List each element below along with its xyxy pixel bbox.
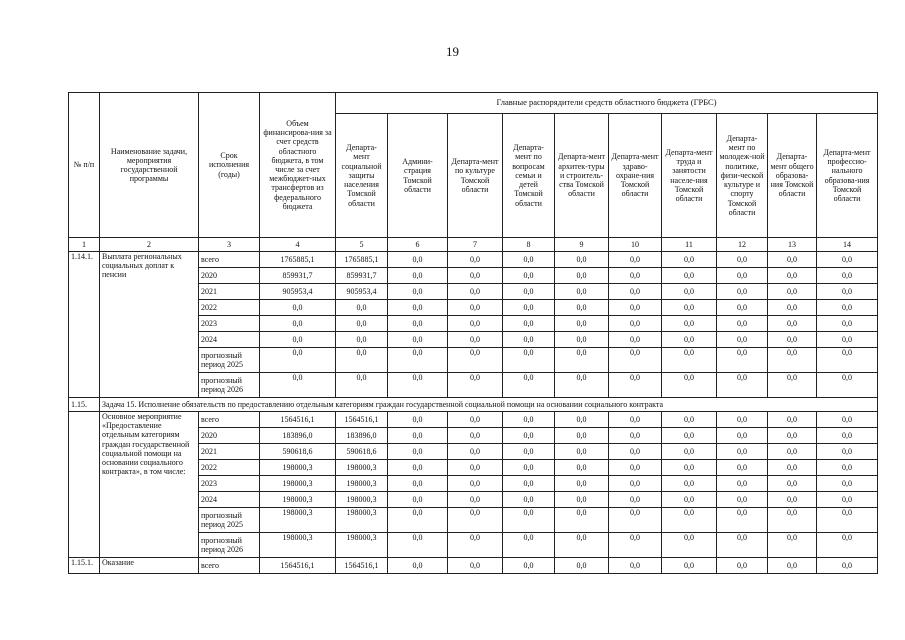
measure-name: Выплата региональных социальных доплат к пенсии <box>100 252 199 398</box>
row-number: 1.15.1. <box>69 558 100 574</box>
year-cell: всего <box>199 252 260 268</box>
total-amount-cell: 1564516,1 <box>260 558 336 574</box>
grbs-value-cell: 0,0 <box>609 252 662 268</box>
grbs-value-cell: 0,0 <box>817 558 878 574</box>
grbs-value-cell: 0,0 <box>717 428 768 444</box>
grbs-value-cell: 0,0 <box>448 460 503 476</box>
grbs-value-cell: 0,0 <box>448 508 503 533</box>
grbs-value-cell: 0,0 <box>503 316 555 332</box>
grbs-social-protection-cell: 198000,3 <box>336 533 388 558</box>
grbs-social-protection-cell: 198000,3 <box>336 492 388 508</box>
total-amount-cell: 183896,0 <box>260 428 336 444</box>
grbs-value-cell: 0,0 <box>448 332 503 348</box>
grbs-value-cell: 0,0 <box>768 533 817 558</box>
year-cell: 2020 <box>199 268 260 284</box>
grbs-social-protection-cell: 1765885,1 <box>336 252 388 268</box>
page-number: 19 <box>446 44 459 59</box>
grbs-value-cell: 0,0 <box>717 316 768 332</box>
grbs-value-cell: 0,0 <box>503 558 555 574</box>
column-number: 10 <box>609 238 662 252</box>
task-title: Задача 15. Исполнение обязательств по предоставлению отдельным категориям граждан государственной социальной помощи на основании социального контракта <box>100 398 878 412</box>
grbs-value-cell: 0,0 <box>817 444 878 460</box>
grbs-value-cell: 0,0 <box>555 444 609 460</box>
grbs-value-cell: 0,0 <box>555 316 609 332</box>
grbs-value-cell: 0,0 <box>768 444 817 460</box>
grbs-value-cell: 0,0 <box>662 252 717 268</box>
grbs-value-cell: 0,0 <box>768 332 817 348</box>
grbs-value-cell: 0,0 <box>768 252 817 268</box>
table-row <box>69 558 878 574</box>
grbs-value-cell: 0,0 <box>768 412 817 428</box>
column-number: 4 <box>260 238 336 252</box>
grbs-value-cell: 0,0 <box>662 476 717 492</box>
year-cell: 2023 <box>199 316 260 332</box>
year-cell: 2020 <box>199 428 260 444</box>
column-number: 6 <box>388 238 448 252</box>
grbs-value-cell: 0,0 <box>555 460 609 476</box>
grbs-value-cell: 0,0 <box>817 460 878 476</box>
grbs-value-cell: 0,0 <box>717 460 768 476</box>
grbs-value-cell: 0,0 <box>555 252 609 268</box>
grbs-value-cell: 0,0 <box>503 252 555 268</box>
grbs-value-cell: 0,0 <box>817 508 878 533</box>
grbs-value-cell: 0,0 <box>609 492 662 508</box>
grbs-value-cell: 0,0 <box>388 533 448 558</box>
grbs-value-cell: 0,0 <box>388 373 448 398</box>
grbs-value-cell: 0,0 <box>555 348 609 373</box>
grbs-value-cell: 0,0 <box>609 533 662 558</box>
grbs-social-protection-cell: 0,0 <box>336 348 388 373</box>
grbs-value-cell: 0,0 <box>817 428 878 444</box>
grbs-value-cell: 0,0 <box>609 284 662 300</box>
total-amount-cell: 1564516,1 <box>260 412 336 428</box>
grbs-value-cell: 0,0 <box>768 476 817 492</box>
year-cell: 2021 <box>199 444 260 460</box>
total-amount-cell: 198000,3 <box>260 460 336 476</box>
grbs-value-cell: 0,0 <box>768 348 817 373</box>
grbs-value-cell: 0,0 <box>817 492 878 508</box>
grbs-value-cell: 0,0 <box>503 373 555 398</box>
total-amount-cell: 1765885,1 <box>260 252 336 268</box>
year-cell: прогнозный период 2026 <box>199 373 260 398</box>
grbs-value-cell: 0,0 <box>609 268 662 284</box>
grbs-value-cell: 0,0 <box>503 412 555 428</box>
grbs-value-cell: 0,0 <box>768 508 817 533</box>
header-grbs-9: Департа-мент общего образова-ния Томской области <box>768 114 817 238</box>
grbs-value-cell: 0,0 <box>717 268 768 284</box>
grbs-value-cell: 0,0 <box>448 284 503 300</box>
grbs-value-cell: 0,0 <box>388 444 448 460</box>
total-amount-cell: 198000,3 <box>260 508 336 533</box>
grbs-social-protection-cell: 0,0 <box>336 332 388 348</box>
header-col-no: № п/п <box>69 93 100 238</box>
column-number: 1 <box>69 238 100 252</box>
grbs-value-cell: 0,0 <box>662 444 717 460</box>
grbs-social-protection-cell: 0,0 <box>336 300 388 316</box>
grbs-value-cell: 0,0 <box>768 558 817 574</box>
grbs-value-cell: 0,0 <box>717 508 768 533</box>
grbs-value-cell: 0,0 <box>662 492 717 508</box>
grbs-value-cell: 0,0 <box>717 300 768 316</box>
total-amount-cell: 905953,4 <box>260 284 336 300</box>
year-cell: прогнозный период 2025 <box>199 508 260 533</box>
header-grbs-4: Департа-мент по вопросам семьи и детей Томской области <box>503 114 555 238</box>
grbs-value-cell: 0,0 <box>662 284 717 300</box>
grbs-value-cell: 0,0 <box>609 444 662 460</box>
grbs-value-cell: 0,0 <box>717 412 768 428</box>
grbs-value-cell: 0,0 <box>503 492 555 508</box>
grbs-social-protection-cell: 183896,0 <box>336 428 388 444</box>
grbs-value-cell: 0,0 <box>555 492 609 508</box>
grbs-value-cell: 0,0 <box>609 348 662 373</box>
grbs-value-cell: 0,0 <box>388 252 448 268</box>
grbs-social-protection-cell: 198000,3 <box>336 460 388 476</box>
grbs-value-cell: 0,0 <box>717 444 768 460</box>
header-grbs-6: Департа-мент здраво-охране-ния Томской области <box>609 114 662 238</box>
grbs-value-cell: 0,0 <box>768 316 817 332</box>
grbs-value-cell: 0,0 <box>717 476 768 492</box>
year-cell: 2024 <box>199 492 260 508</box>
grbs-value-cell: 0,0 <box>662 316 717 332</box>
year-cell: всего <box>199 558 260 574</box>
grbs-value-cell: 0,0 <box>388 558 448 574</box>
grbs-value-cell: 0,0 <box>555 373 609 398</box>
grbs-value-cell: 0,0 <box>609 412 662 428</box>
column-number: 3 <box>199 238 260 252</box>
grbs-value-cell: 0,0 <box>503 508 555 533</box>
grbs-value-cell: 0,0 <box>817 348 878 373</box>
column-number: 8 <box>503 238 555 252</box>
grbs-value-cell: 0,0 <box>555 476 609 492</box>
column-number: 9 <box>555 238 609 252</box>
grbs-social-protection-cell: 1564516,1 <box>336 558 388 574</box>
grbs-value-cell: 0,0 <box>555 332 609 348</box>
grbs-value-cell: 0,0 <box>768 460 817 476</box>
grbs-social-protection-cell: 0,0 <box>336 373 388 398</box>
grbs-value-cell: 0,0 <box>768 268 817 284</box>
grbs-value-cell: 0,0 <box>768 284 817 300</box>
header-grbs-title: Главные распорядители средств областного бюджета (ГРБС) <box>336 93 878 114</box>
grbs-value-cell: 0,0 <box>555 268 609 284</box>
year-cell: 2022 <box>199 300 260 316</box>
grbs-value-cell: 0,0 <box>717 332 768 348</box>
grbs-value-cell: 0,0 <box>817 412 878 428</box>
grbs-value-cell: 0,0 <box>503 284 555 300</box>
task-number: 1.15. <box>69 398 100 412</box>
grbs-value-cell: 0,0 <box>555 300 609 316</box>
header-grbs-3: Департа-мент по культуре Томской области <box>448 114 503 238</box>
total-amount-cell: 0,0 <box>260 373 336 398</box>
grbs-value-cell: 0,0 <box>717 348 768 373</box>
grbs-value-cell: 0,0 <box>555 428 609 444</box>
grbs-value-cell: 0,0 <box>503 268 555 284</box>
grbs-value-cell: 0,0 <box>448 373 503 398</box>
grbs-value-cell: 0,0 <box>503 444 555 460</box>
year-cell: прогнозный период 2026 <box>199 533 260 558</box>
total-amount-cell: 590618,6 <box>260 444 336 460</box>
total-amount-cell: 198000,3 <box>260 533 336 558</box>
table-row <box>69 252 878 268</box>
total-amount-cell: 198000,3 <box>260 492 336 508</box>
grbs-value-cell: 0,0 <box>448 412 503 428</box>
grbs-value-cell: 0,0 <box>717 284 768 300</box>
grbs-value-cell: 0,0 <box>662 558 717 574</box>
grbs-value-cell: 0,0 <box>817 373 878 398</box>
column-number: 12 <box>717 238 768 252</box>
grbs-value-cell: 0,0 <box>555 508 609 533</box>
grbs-value-cell: 0,0 <box>609 332 662 348</box>
total-amount-cell: 198000,3 <box>260 476 336 492</box>
grbs-value-cell: 0,0 <box>768 428 817 444</box>
header-grbs-10: Департа-мент профессио-нального образова-ния Томской области <box>817 114 878 238</box>
grbs-value-cell: 0,0 <box>448 558 503 574</box>
grbs-value-cell: 0,0 <box>817 533 878 558</box>
header-grbs-8: Департа-мент по молодеж-ной политике, физи-ческой культуре и спорту Томской области <box>717 114 768 238</box>
grbs-value-cell: 0,0 <box>388 300 448 316</box>
year-cell: прогнозный период 2025 <box>199 348 260 373</box>
grbs-social-protection-cell: 198000,3 <box>336 508 388 533</box>
grbs-value-cell: 0,0 <box>388 460 448 476</box>
grbs-value-cell: 0,0 <box>817 316 878 332</box>
grbs-value-cell: 0,0 <box>609 460 662 476</box>
header-grbs-5: Департа-мент архитек-туры и строитель-ства Томской области <box>555 114 609 238</box>
grbs-value-cell: 0,0 <box>768 492 817 508</box>
task-row <box>69 398 878 412</box>
grbs-value-cell: 0,0 <box>717 533 768 558</box>
grbs-value-cell: 0,0 <box>662 332 717 348</box>
grbs-value-cell: 0,0 <box>503 460 555 476</box>
grbs-value-cell: 0,0 <box>503 428 555 444</box>
grbs-value-cell: 0,0 <box>388 348 448 373</box>
grbs-value-cell: 0,0 <box>388 268 448 284</box>
grbs-value-cell: 0,0 <box>448 476 503 492</box>
grbs-value-cell: 0,0 <box>662 533 717 558</box>
grbs-value-cell: 0,0 <box>448 444 503 460</box>
column-number: 2 <box>100 238 199 252</box>
row-number: 1.14.1. <box>69 252 100 398</box>
table-row <box>69 412 878 428</box>
grbs-social-protection-cell: 590618,6 <box>336 444 388 460</box>
budget-table <box>68 92 878 574</box>
grbs-value-cell: 0,0 <box>388 476 448 492</box>
year-cell: 2021 <box>199 284 260 300</box>
grbs-value-cell: 0,0 <box>717 492 768 508</box>
grbs-value-cell: 0,0 <box>555 533 609 558</box>
total-amount-cell: 0,0 <box>260 348 336 373</box>
column-number: 14 <box>817 238 878 252</box>
grbs-value-cell: 0,0 <box>662 373 717 398</box>
grbs-value-cell: 0,0 <box>717 373 768 398</box>
grbs-value-cell: 0,0 <box>662 428 717 444</box>
grbs-value-cell: 0,0 <box>662 300 717 316</box>
grbs-value-cell: 0,0 <box>448 492 503 508</box>
grbs-value-cell: 0,0 <box>448 533 503 558</box>
grbs-value-cell: 0,0 <box>609 373 662 398</box>
grbs-value-cell: 0,0 <box>609 428 662 444</box>
column-number: 7 <box>448 238 503 252</box>
year-cell: всего <box>199 412 260 428</box>
row-number <box>69 412 100 558</box>
year-cell: 2022 <box>199 460 260 476</box>
grbs-value-cell: 0,0 <box>448 428 503 444</box>
header-grbs-7: Департа-мент труда и занятости населе-ния Томской области <box>662 114 717 238</box>
grbs-value-cell: 0,0 <box>817 284 878 300</box>
grbs-value-cell: 0,0 <box>503 332 555 348</box>
grbs-value-cell: 0,0 <box>817 268 878 284</box>
grbs-value-cell: 0,0 <box>388 332 448 348</box>
grbs-value-cell: 0,0 <box>609 558 662 574</box>
table-header <box>69 93 878 252</box>
grbs-value-cell: 0,0 <box>817 476 878 492</box>
grbs-value-cell: 0,0 <box>662 348 717 373</box>
year-cell: 2024 <box>199 332 260 348</box>
grbs-value-cell: 0,0 <box>609 476 662 492</box>
header-col-name: Наименование задачи, мероприятия государственной программы <box>100 93 199 238</box>
measure-name: Оказание <box>100 558 199 574</box>
total-amount-cell: 859931,7 <box>260 268 336 284</box>
grbs-value-cell: 0,0 <box>555 412 609 428</box>
grbs-value-cell: 0,0 <box>388 428 448 444</box>
table-body <box>69 252 878 574</box>
grbs-value-cell: 0,0 <box>662 508 717 533</box>
grbs-value-cell: 0,0 <box>717 558 768 574</box>
grbs-value-cell: 0,0 <box>817 332 878 348</box>
grbs-value-cell: 0,0 <box>768 373 817 398</box>
column-number: 11 <box>662 238 717 252</box>
grbs-value-cell: 0,0 <box>503 533 555 558</box>
grbs-social-protection-cell: 905953,4 <box>336 284 388 300</box>
year-cell: 2023 <box>199 476 260 492</box>
grbs-social-protection-cell: 1564516,1 <box>336 412 388 428</box>
grbs-value-cell: 0,0 <box>448 348 503 373</box>
grbs-social-protection-cell: 859931,7 <box>336 268 388 284</box>
grbs-social-protection-cell: 0,0 <box>336 316 388 332</box>
total-amount-cell: 0,0 <box>260 300 336 316</box>
header-col-volume: Объем финансирова-ния за счет средств областного бюджета, в том числе за счет межбюджет-ных трансфертов из федерального бюджета <box>260 93 336 238</box>
grbs-value-cell: 0,0 <box>448 268 503 284</box>
column-number: 13 <box>768 238 817 252</box>
grbs-value-cell: 0,0 <box>448 300 503 316</box>
grbs-value-cell: 0,0 <box>662 268 717 284</box>
grbs-value-cell: 0,0 <box>609 300 662 316</box>
total-amount-cell: 0,0 <box>260 316 336 332</box>
header-grbs-2: Админи-страция Томской области <box>388 114 448 238</box>
measure-name: Основное мероприятие «Предоставление отдельным категориям граждан государственной социальной помощи на основании социального контракта», в том числе: <box>100 412 199 558</box>
grbs-social-protection-cell: 198000,3 <box>336 476 388 492</box>
grbs-value-cell: 0,0 <box>448 252 503 268</box>
grbs-value-cell: 0,0 <box>662 460 717 476</box>
grbs-value-cell: 0,0 <box>555 284 609 300</box>
grbs-value-cell: 0,0 <box>388 508 448 533</box>
header-grbs-1: Департа-мент социальной защиты населения Томской области <box>336 114 388 238</box>
grbs-value-cell: 0,0 <box>388 316 448 332</box>
grbs-value-cell: 0,0 <box>388 284 448 300</box>
grbs-value-cell: 0,0 <box>717 252 768 268</box>
grbs-value-cell: 0,0 <box>388 412 448 428</box>
grbs-value-cell: 0,0 <box>817 252 878 268</box>
column-number: 5 <box>336 238 388 252</box>
grbs-value-cell: 0,0 <box>609 316 662 332</box>
grbs-value-cell: 0,0 <box>503 348 555 373</box>
grbs-value-cell: 0,0 <box>662 412 717 428</box>
grbs-value-cell: 0,0 <box>503 300 555 316</box>
header-col-term: Срок исполнения (годы) <box>199 93 260 238</box>
grbs-value-cell: 0,0 <box>555 558 609 574</box>
grbs-value-cell: 0,0 <box>503 476 555 492</box>
grbs-value-cell: 0,0 <box>609 508 662 533</box>
grbs-value-cell: 0,0 <box>388 492 448 508</box>
total-amount-cell: 0,0 <box>260 332 336 348</box>
grbs-value-cell: 0,0 <box>768 300 817 316</box>
grbs-value-cell: 0,0 <box>817 300 878 316</box>
grbs-value-cell: 0,0 <box>448 316 503 332</box>
